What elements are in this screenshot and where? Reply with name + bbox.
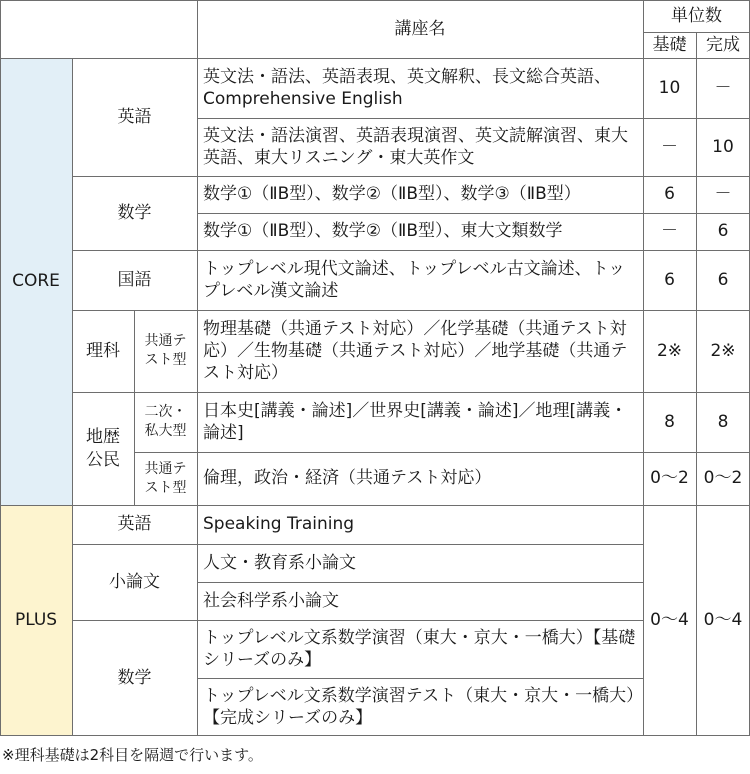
header-units: 単位数	[671, 5, 722, 26]
core-math-basic-2: －	[661, 221, 678, 242]
plus-essay-course-1: 人文・教育系小論文	[203, 552, 356, 573]
core-science-course: 物理基礎（共通テスト対応）／化学基礎（共通テスト対応）／生物基礎（共通テスト対応）／地学基礎（共通テスト対応）	[203, 318, 628, 384]
core-social-course-2: 倫理，政治・経済（共通テスト対応）	[203, 468, 492, 489]
core-japanese-course: トップレベル現代文論述、トップレベル古文論述、トップレベル漢文論述	[203, 258, 626, 301]
header-basic: 基礎	[652, 34, 687, 55]
plus-label: PLUS	[14, 610, 58, 631]
header-complete: 完成	[706, 34, 740, 55]
core-science-basic: 2※	[656, 340, 683, 361]
core-japanese-label: 国語	[117, 269, 152, 290]
footnote: ※理科基礎は2科目を隔週で行います。	[2, 746, 263, 764]
core-social-basic-2: 0～2	[650, 468, 689, 489]
plus-basic: 0～4	[650, 610, 689, 631]
plus-math-course-2: トップレベル文系数学演習テスト（東大・京大・一橋大）【完成シリーズのみ】	[203, 685, 635, 728]
core-social-basic-1: 8	[664, 411, 675, 432]
core-english-course-2: 英文法・語法演習、英語表現演習、英文読解演習、東大英語、東大リスニング・東大英作文	[203, 125, 628, 168]
core-japanese-complete: 6	[717, 269, 729, 290]
core-social-complete-1: 8	[717, 411, 729, 432]
core-social-type-2: 共通テスト型	[144, 460, 187, 496]
plus-complete: 0～4	[703, 610, 743, 631]
core-english-basic-2: －	[661, 136, 678, 157]
core-japanese-basic: 6	[664, 269, 675, 290]
core-english-complete-2: 10	[712, 136, 734, 157]
core-english-label: 英語	[117, 106, 152, 127]
core-social-course-1: 日本史[講義・論述]／世界史[講義・論述]／地理[講義・論述]	[203, 400, 628, 443]
core-math-complete-1: －	[714, 184, 732, 205]
core-label: CORE	[12, 271, 60, 292]
core-math-course-1: 数学①（ⅡB型）、数学②（ⅡB型）、数学③（ⅡB型）	[203, 184, 581, 205]
header-course-name: 講座名	[394, 18, 446, 39]
plus-math-course-1: トップレベル文系数学演習（東大・京大・一橋大）【基礎シリーズのみ】	[203, 627, 636, 670]
core-math-course-2: 数学①（ⅡB型）、数学②（ⅡB型）、東大文類数学	[203, 221, 563, 242]
core-social-complete-2: 0～2	[703, 468, 743, 489]
core-social-type-1: 二次・私大型	[144, 404, 187, 439]
plus-math-label: 数学	[117, 667, 152, 688]
core-english-complete-1: －	[714, 77, 732, 98]
core-math-basic-1: 6	[664, 184, 675, 205]
core-english-course-1: 英文法・語法、英語表現、英文解釈、長文総合英語、Comprehensive English	[203, 66, 611, 109]
core-english-basic-1: 10	[658, 77, 681, 98]
core-science-complete: 2※	[710, 340, 736, 361]
plus-essay-course-2: 社会科学系小論文	[203, 590, 339, 611]
core-social-label: 地歴公民	[86, 427, 120, 470]
core-math-complete-2: 6	[717, 221, 729, 242]
plus-english-course: Speaking Training	[203, 514, 355, 535]
core-math-label: 数学	[117, 202, 152, 223]
core-science-label: 理科	[86, 340, 120, 361]
core-science-type: 共通テスト型	[144, 333, 187, 368]
plus-english-label: 英語	[117, 514, 152, 535]
plus-essay-label: 小論文	[109, 571, 160, 592]
